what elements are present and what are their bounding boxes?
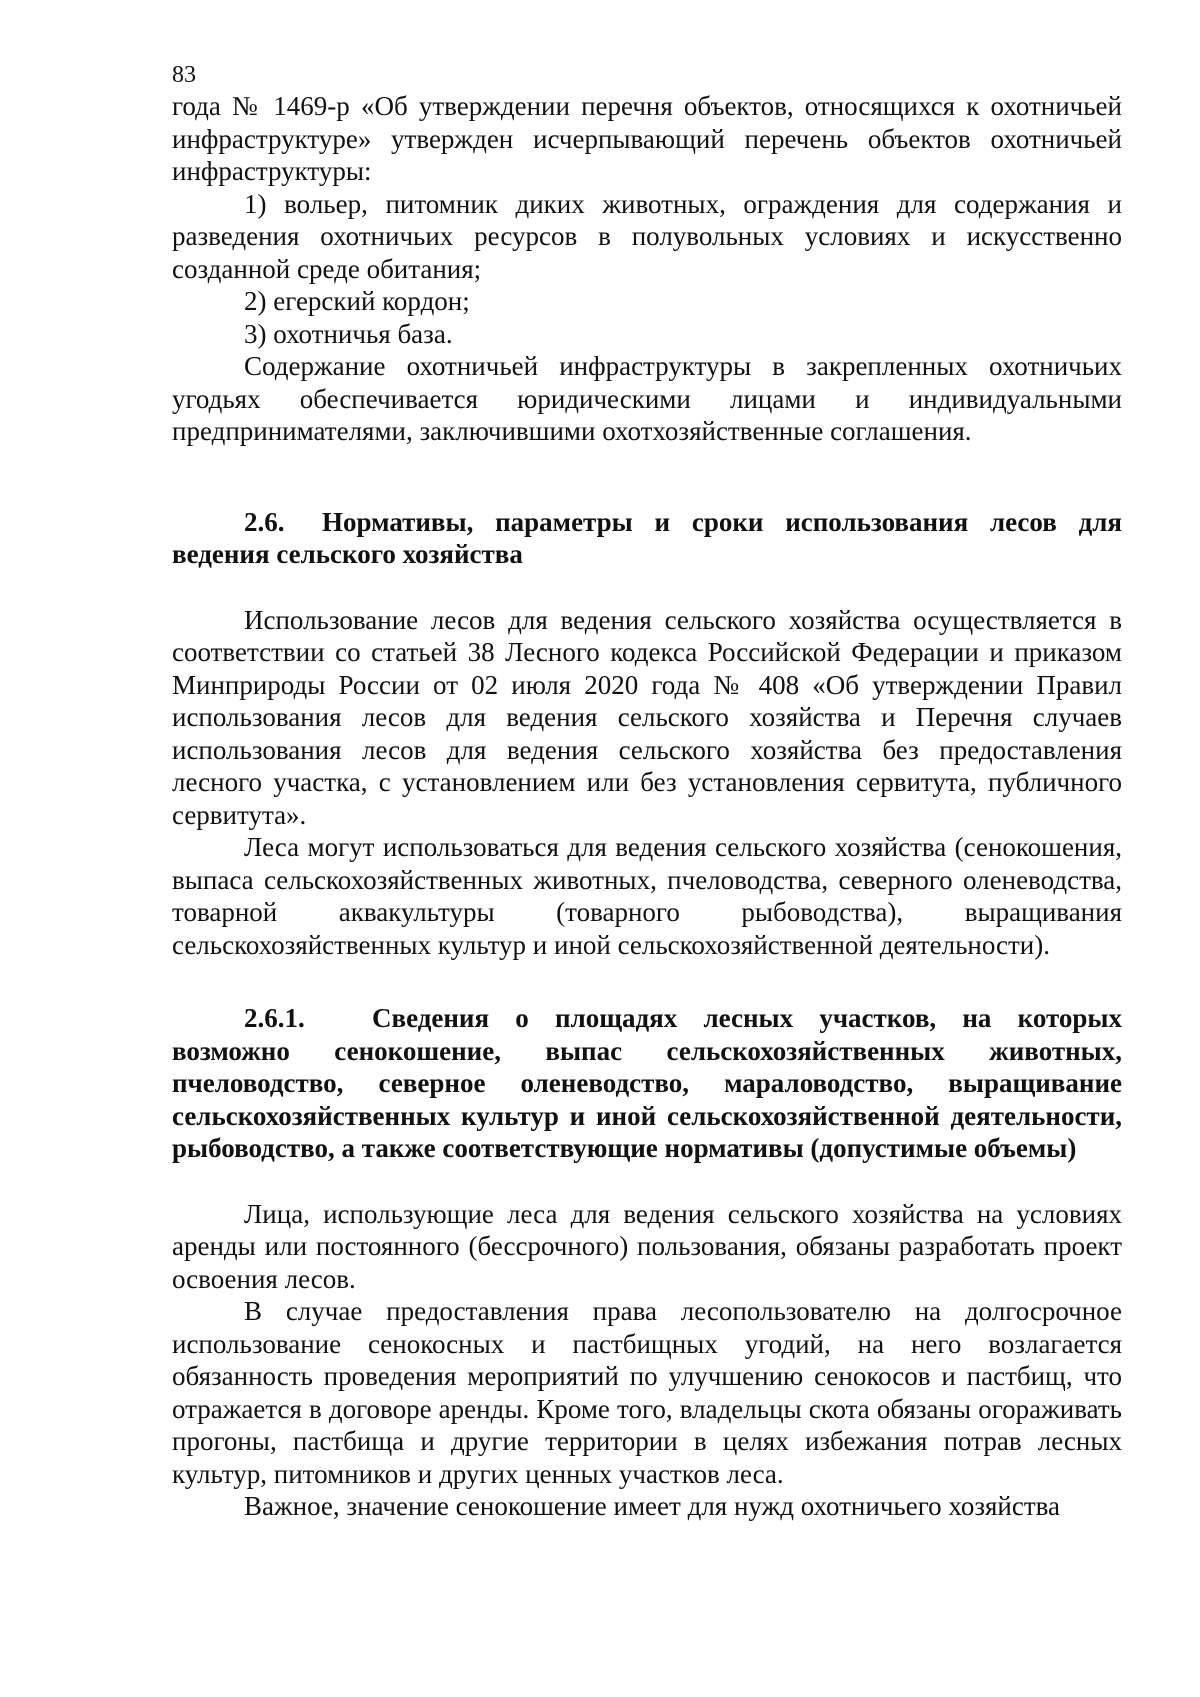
- document-page: [172, 60, 1122, 1523]
- paragraph-forest-use-basis: Использование лесов для ведения сельского хозяйства осуществляется в соответствии со статьей 38 Лесного кодекса Российской Федерации и приказом Минприроды России от 02 июля 2020 года № 408 «Об утверждении Правил использования лесов для ведения сельского хозяйства и Перечня случаев использования лесов для ведения сельского хозяйства без предоставления лесного участка, с установлением или без установления сервитута, публичного сервитута».: [172, 604, 1122, 830]
- subsection-title: Сведения о площадях лесных участков, на которых возможно сенокошение, выпас сельскохозяйственных животных, пчеловодство, северное оленеводство, мараловодство, выращивание сельскохозяйственных культур и иной сельскохозяйственной деятельности, рыбоводство, а также соответствующие нормативы (допустимые объемы): [172, 1003, 1122, 1163]
- paragraph-forest-use-types: Леса могут использоваться для ведения сельского хозяйства (сенокошения, выпаса сельскохозяйственных животных, пчеловодства, северного оленеводства, товарной аквакультуры (товарного рыбоводства), выращивания сельскохозяйственных культур и иной сельскохозяйственной деятельности).: [172, 832, 1122, 960]
- paragraph-haymaking-importance: Важное, значение сенокошение имеет для нужд охотничьего хозяйства: [244, 1491, 1061, 1521]
- section-title: Нормативы, параметры и сроки использования лесов для ведения сельского хозяйства: [172, 506, 1122, 569]
- section-heading-2-6-1: [172, 1002, 1122, 1165]
- list-item-2: 2) егерский кордон;: [244, 286, 470, 316]
- list-item-3: 3) охотничья база.: [244, 318, 453, 349]
- list-item-1: 1) вольер, питомник диких животных, ограждения для содержания и разведения охотничьих ресурсов в полувольных условиях и искусственно созданной среде обитания;: [172, 188, 1122, 284]
- page-number: 83: [172, 62, 196, 88]
- section-number: 2.6.: [244, 506, 285, 537]
- section-heading-2-6: [172, 506, 1122, 571]
- paragraph-intro: года № 1469-р «Об утверждении перечня объектов, относящихся к охотничьей инфраструктуре» утвержден исчерпывающий перечень объектов охотничьей инфраструктуры:: [172, 91, 1122, 186]
- paragraph-hayfield-obligations: В случае предоставления права лесопользователю на долгосрочное использование сенокосных и пастбищных угодий, на него возлагается обязанность проведения мероприятий по улучшению сенокосов и пастбищ, что отражается в договоре аренды. Кроме того, владельцы скота обязаны огораживать прогоны, пастбища и другие территории в целях избежания потрав лесных культур, питомников и других ценных участков леса.: [172, 1296, 1122, 1489]
- paragraph-infrastructure-maintenance: Содержание охотничьей инфраструктуры в закрепленных охотничьих угодьях обеспечивается юридическими лицами и индивидуальными предпринимателями, заключившими охотхозяйственные соглашения.: [172, 351, 1122, 446]
- paragraph-development-project: Лица, использующие леса для ведения сельского хозяйства на условиях аренды или постоянного (бессрочного) пользования, обязаны разработать проект освоения лесов.: [172, 1198, 1122, 1294]
- subsection-number: 2.6.1.: [244, 1003, 305, 1033]
